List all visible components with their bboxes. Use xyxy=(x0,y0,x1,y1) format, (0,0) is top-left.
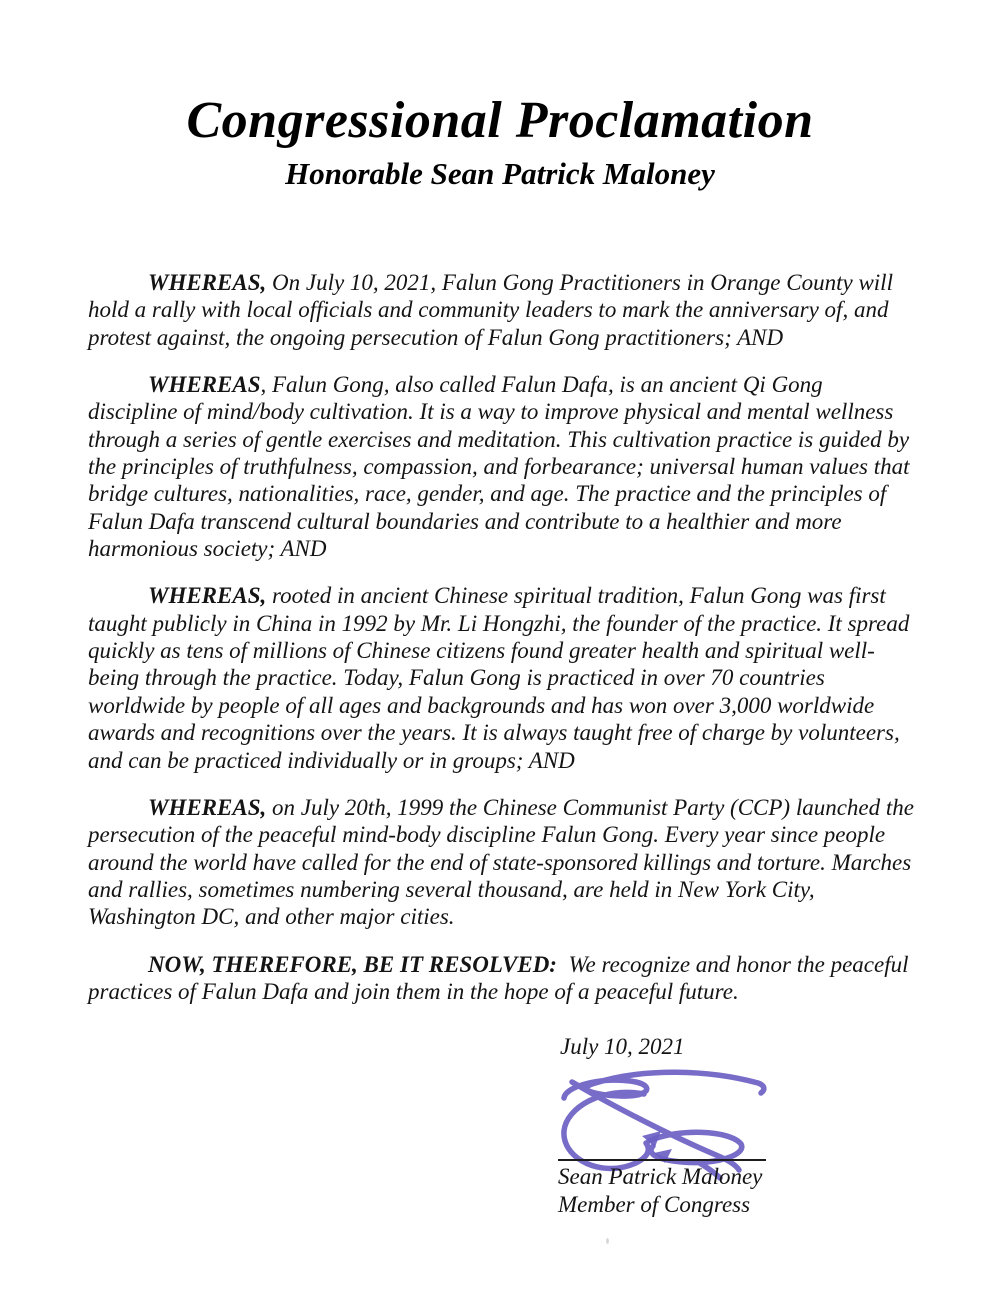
whereas-lead: WHEREAS, xyxy=(148,270,267,295)
paragraph-whereas-2 xyxy=(88,371,920,562)
paragraph-line xyxy=(88,794,920,821)
paragraph-line: Washington DC, and other major cities. xyxy=(88,904,455,930)
page-subtitle: Honorable Sean Patrick Maloney xyxy=(285,156,715,191)
paragraph-line xyxy=(88,371,920,398)
paragraph-text: We recognize and honor the peaceful xyxy=(556,951,909,977)
paragraph-line: hold a rally with local officials and community leaders to mark the anniversary of, and xyxy=(88,297,889,323)
signatory-title: Member of Congress xyxy=(558,1192,751,1217)
paragraph-text: On July 10, 2021, Falun Gong Practitioners in Orange County will xyxy=(266,270,893,295)
paragraph-whereas-4 xyxy=(88,794,920,931)
paragraph-whereas-1 xyxy=(88,269,920,351)
paragraph-line: harmonious society; AND xyxy=(88,536,327,562)
paragraph-line xyxy=(88,269,920,296)
proclamation-body xyxy=(88,269,920,1025)
whereas-lead: WHEREAS, xyxy=(148,583,267,609)
paragraph-line: awards and recognitions over the years. It is always taught free of charge by volunteers, xyxy=(88,720,900,746)
signature-rule xyxy=(558,1159,766,1161)
paragraph-line xyxy=(88,951,920,978)
whereas-lead: WHEREAS xyxy=(148,372,261,398)
paragraph-line: discipline of mind/body cultivation. It is a way to improve physical and mental wellness xyxy=(88,399,894,425)
proclamation-date: July 10, 2021 xyxy=(560,1034,685,1059)
paragraph-resolution xyxy=(88,951,920,1006)
page-speck xyxy=(606,1238,609,1244)
paragraph-line: being through the practice. Today, Falun Gong is practiced in over 70 countries xyxy=(88,665,825,691)
paragraph-line: and rallies, sometimes numbering several thousand, are held in New York City, xyxy=(88,876,815,902)
paragraph-line: protest against, the ongoing persecution of Falun Gong practitioners; AND xyxy=(88,324,784,350)
whereas-lead: WHEREAS, xyxy=(148,794,267,820)
paragraph-line: Falun Dafa transcend cultural boundaries and contribute to a healthier and more xyxy=(88,508,842,534)
paragraph-line: taught publicly in China in 1992 by Mr. Li Hongzhi, the founder of the practice. It spread xyxy=(88,610,910,636)
resolved-lead: NOW, THEREFORE, BE IT RESOLVED: xyxy=(148,951,557,977)
paragraph-line: around the world have called for the end of state-sponsored killings and torture. Marches xyxy=(88,849,912,875)
paragraph-line: bridge cultures, nationalities, race, gender, and age. The practice and the principles of xyxy=(88,481,887,507)
paragraph-line: practices of Falun Dafa and join them in the hope of a peaceful future. xyxy=(88,978,739,1004)
paragraph-whereas-3 xyxy=(88,582,920,773)
paragraph-line: the principles of truthfulness, compassion, and forbearance; universal human values that xyxy=(88,454,910,480)
paragraph-line: through a series of gentle exercises and meditation. This cultivation practice is guided by xyxy=(88,426,910,452)
signatory-name: Sean Patrick Maloney xyxy=(558,1164,763,1189)
paragraph-line: worldwide by people of all ages and backgrounds and has won over 3,000 worldwide xyxy=(88,692,875,718)
paragraph-text: on July 20th, 1999 the Chinese Communist Party (CCP) launched the xyxy=(266,794,914,820)
paragraph-line: quickly as tens of millions of Chinese citizens found greater health and spiritual well- xyxy=(88,638,875,664)
page-title: Congressional Proclamation xyxy=(186,92,814,149)
paragraph-line: persecution of the peaceful mind-body discipline Falun Gong. Every year since people xyxy=(88,822,886,848)
paragraph-text: rooted in ancient Chinese spiritual tradition, Falun Gong was first xyxy=(266,583,886,609)
paragraph-text: , Falun Gong, also called Falun Dafa, is an ancient Qi Gong xyxy=(260,372,823,398)
paragraph-line xyxy=(88,582,920,609)
paragraph-line: and can be practiced individually or in groups; AND xyxy=(88,747,575,773)
